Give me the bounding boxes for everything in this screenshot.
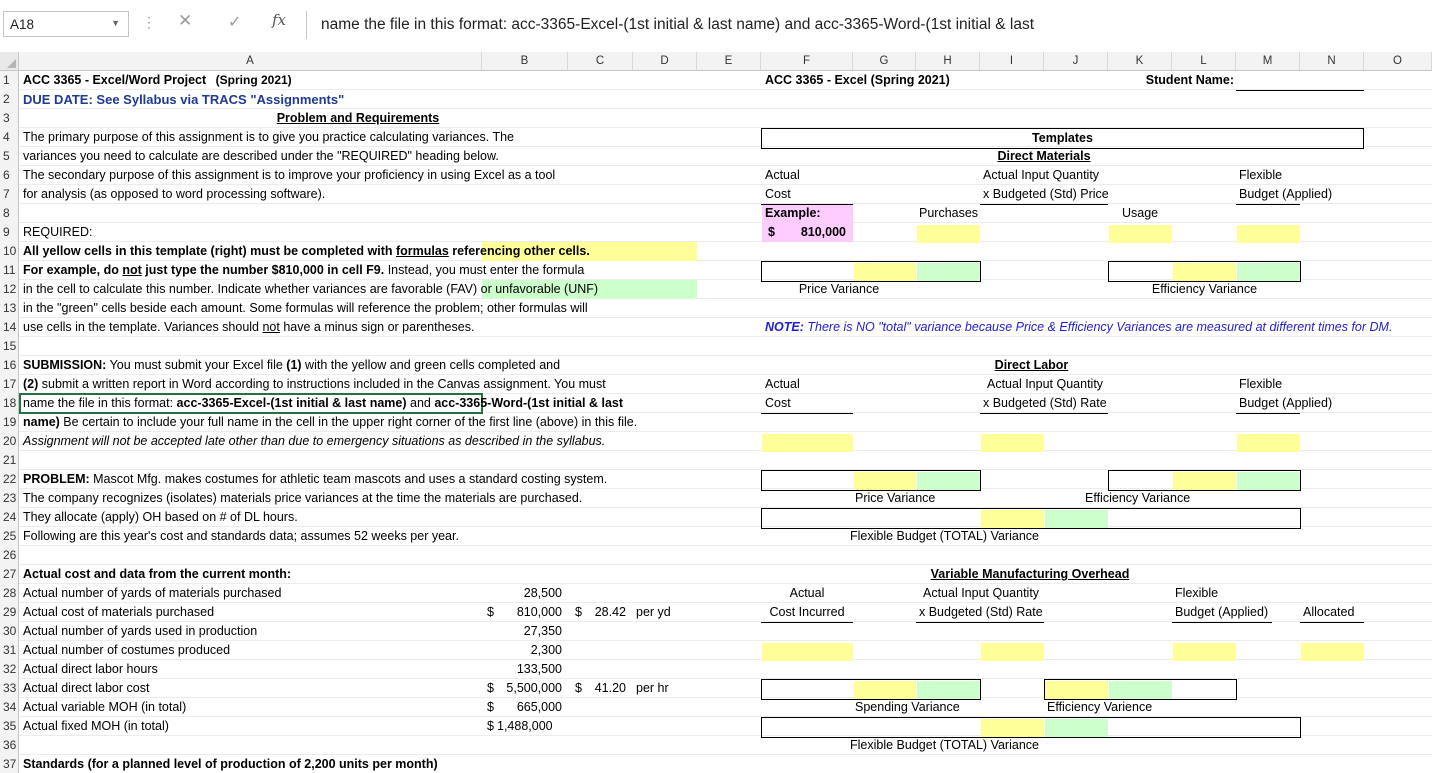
cell-a10[interactable] bbox=[23, 242, 590, 261]
r18-part-d: acc-3365-Word-(1st initial & last bbox=[434, 396, 624, 410]
vmoh-spend-var-box bbox=[761, 679, 981, 700]
row-header-21[interactable]: 21 bbox=[0, 451, 19, 470]
dm-flex-cell[interactable] bbox=[1237, 225, 1300, 243]
dm-actual-1[interactable]: Actual bbox=[765, 168, 800, 182]
vmoh-eff-var-label[interactable]: Efficiency Varience bbox=[1047, 700, 1153, 714]
row-header-34[interactable]: 34 bbox=[0, 698, 19, 717]
student-name-label[interactable]: Student Name: bbox=[1145, 73, 1234, 87]
cell-a4[interactable]: The primary purpose of this assignment is to give you practice calculating variances. The bbox=[23, 130, 514, 144]
r16-part-a: SUBMISSION: bbox=[23, 358, 107, 372]
dl-flex-cell[interactable] bbox=[1237, 434, 1300, 452]
cell-b35-currency: $ bbox=[487, 719, 494, 733]
column-header-k[interactable]: K bbox=[1108, 52, 1172, 70]
r16-part-d: with the yellow and green cells completed and bbox=[301, 358, 561, 372]
row-header-12[interactable]: 12 bbox=[0, 280, 19, 299]
column-header-m[interactable]: M bbox=[1236, 52, 1300, 70]
r14-part-a: use cells in the template. Variances should bbox=[23, 320, 263, 334]
dl-total-var-label[interactable]: Flexible Budget (TOTAL) Variance bbox=[850, 529, 1039, 543]
row-header-1[interactable]: 1 bbox=[0, 71, 19, 90]
r11-part-c: just type the number $810,000 in cell F9. bbox=[141, 263, 385, 277]
column-header-c[interactable]: C bbox=[568, 52, 633, 70]
column-header-a[interactable]: A bbox=[19, 52, 482, 70]
cell-a31[interactable]: Actual number of costumes produced bbox=[23, 643, 231, 657]
cell-a29[interactable]: Actual cost of materials purchased bbox=[23, 605, 215, 619]
cell-a30[interactable]: Actual number of yards used in production bbox=[23, 624, 258, 638]
r17-part-b: submit a written report in Word according to instructions included in the Canvas assignment. You must bbox=[38, 377, 606, 391]
row-header-3[interactable]: 3 bbox=[0, 109, 19, 128]
cell-a18[interactable] bbox=[23, 394, 623, 413]
student-name-line bbox=[1236, 90, 1364, 91]
r16-part-b: You must submit your Excel file bbox=[106, 358, 287, 372]
vmoh-spend-var-label[interactable]: Spending Variance bbox=[855, 700, 960, 714]
column-header-f[interactable]: F bbox=[761, 52, 853, 70]
row-header-8[interactable]: 8 bbox=[0, 204, 19, 223]
vmoh-flex-cell[interactable] bbox=[1173, 643, 1236, 661]
dm-price-var-label[interactable]: Price Variance bbox=[798, 282, 880, 296]
column-header-j[interactable]: J bbox=[1044, 52, 1108, 70]
dm-title[interactable]: Direct Materials bbox=[997, 149, 1091, 163]
dl-price-var-box bbox=[761, 470, 981, 491]
note-label: NOTE: bbox=[765, 320, 804, 334]
r11-part-b: not bbox=[122, 263, 142, 277]
vmoh-actual-cell[interactable] bbox=[762, 643, 853, 661]
cell-c33-currency: $ bbox=[575, 681, 582, 695]
row-header-2[interactable]: 2 bbox=[0, 90, 19, 109]
row-header-24[interactable]: 24 bbox=[0, 508, 19, 527]
cell-a37[interactable]: Standards (for a planned level of production of 2,200 units per month) bbox=[23, 757, 438, 771]
dl-actual-2[interactable]: Cost bbox=[765, 396, 791, 410]
row-header-36[interactable]: 36 bbox=[0, 736, 19, 755]
r14-part-c: have a minus sign or parentheses. bbox=[279, 320, 475, 334]
dm-eff-var-label[interactable]: Efficiency Variance bbox=[1151, 282, 1258, 296]
row-header-7[interactable]: 7 bbox=[0, 185, 19, 204]
cell-a14[interactable] bbox=[23, 318, 474, 337]
note-text: There is NO "total" variance because Price & Efficiency Variances are measured at different times for DM. bbox=[807, 320, 1393, 334]
vmoh-flex-1[interactable]: Flexible bbox=[1175, 586, 1219, 600]
row-header-22[interactable]: 22 bbox=[0, 470, 19, 489]
cell-b30[interactable]: 27,350 bbox=[523, 624, 562, 638]
cell-a7[interactable]: for analysis (as opposed to word processing software). bbox=[23, 187, 326, 201]
row-header-37[interactable]: 37 bbox=[0, 755, 19, 773]
r17-part-a: (2) bbox=[23, 377, 39, 391]
cell-a12[interactable]: in the cell to calculate this number. Indicate whether variances are favorable (FAV) or unfavorable (UNF) bbox=[23, 282, 599, 296]
cancel-icon[interactable]: ✕ bbox=[178, 11, 193, 30]
more-options-icon[interactable]: ⋮ bbox=[142, 14, 157, 30]
cell-c29-currency: $ bbox=[575, 605, 582, 619]
dm-flex-2[interactable]: Budget (Applied) bbox=[1239, 187, 1333, 201]
vmoh-aq-cell[interactable] bbox=[981, 643, 1044, 661]
dm-example-currency: $ bbox=[768, 225, 775, 239]
dl-price-var-label[interactable]: Price Variance bbox=[855, 491, 936, 505]
dm-note[interactable] bbox=[765, 318, 1392, 337]
dl-actual-underline bbox=[761, 413, 853, 414]
spreadsheet-grid[interactable] bbox=[0, 71, 1432, 773]
r22-part-b: Mascot Mfg. makes costumes for athletic team mascots and uses a standard costing system. bbox=[89, 472, 608, 486]
r18-part-a: name the file in this format: bbox=[23, 396, 177, 410]
row-header-10[interactable]: 10 bbox=[0, 242, 19, 261]
cell-b28[interactable]: 28,500 bbox=[523, 586, 562, 600]
enter-icon[interactable]: ✓ bbox=[228, 14, 242, 31]
r10-part-a: All yellow cells in this template (right) must be completed with bbox=[23, 244, 396, 258]
cell-b33-currency: $ bbox=[487, 681, 494, 695]
dm-flex-1[interactable]: Flexible bbox=[1239, 168, 1283, 182]
dm-aq-1[interactable]: Actual Input Quantity bbox=[983, 168, 1100, 182]
dl-actual-1[interactable]: Actual bbox=[765, 377, 800, 391]
vmoh-eff-var-box bbox=[1044, 679, 1237, 700]
cell-a11[interactable] bbox=[23, 261, 584, 280]
dl-eff-var-label[interactable]: Efficiency Variance bbox=[1085, 491, 1191, 505]
template-header[interactable]: ACC 3365 - Excel (Spring 2021) bbox=[765, 73, 950, 87]
row-header-30[interactable]: 30 bbox=[0, 622, 19, 641]
row-header-32[interactable]: 32 bbox=[0, 660, 19, 679]
cell-a5[interactable]: variances you need to calculate are described under the "REQUIRED" heading below. bbox=[23, 149, 499, 163]
cell-b34[interactable]: 665,000 bbox=[516, 700, 562, 714]
cell-d29[interactable]: per yd bbox=[636, 605, 671, 619]
vmoh-actual-1[interactable]: Actual bbox=[789, 586, 825, 600]
column-header-n[interactable]: N bbox=[1300, 52, 1364, 70]
cell-a24[interactable]: They allocate (apply) OH based on # of DL hours. bbox=[23, 510, 298, 524]
dl-title[interactable]: Direct Labor bbox=[994, 358, 1069, 372]
dl-aq-cell[interactable] bbox=[981, 434, 1044, 452]
chevron-down-icon[interactable]: ▼ bbox=[111, 18, 120, 28]
dm-usage[interactable]: Usage bbox=[1122, 206, 1159, 220]
vmoh-total-var-box bbox=[761, 717, 1301, 738]
name-box-value: A18 bbox=[10, 17, 35, 32]
r18-part-b: acc-3365-Excel-(1st initial & last name) bbox=[176, 396, 407, 410]
cell-d33[interactable]: per hr bbox=[636, 681, 669, 695]
name-box[interactable] bbox=[3, 11, 129, 37]
dm-example-value[interactable]: 810,000 bbox=[800, 225, 846, 239]
row-header-19[interactable]: 19 bbox=[0, 413, 19, 432]
r19-part-b: Be certain to include your full name in the cell in the upper right corner of the first line (above) in this file. bbox=[59, 415, 638, 429]
column-header-l[interactable]: L bbox=[1172, 52, 1236, 70]
row-header-25[interactable]: 25 bbox=[0, 527, 19, 546]
formula-bar bbox=[0, 0, 1432, 53]
cell-a17[interactable] bbox=[23, 375, 606, 394]
vmoh-aq-underline bbox=[916, 622, 1044, 623]
dl-eff-var-box bbox=[1108, 470, 1301, 491]
row-header-28[interactable]: 28 bbox=[0, 584, 19, 603]
dl-flex-2[interactable]: Budget (Applied) bbox=[1239, 396, 1333, 410]
term-text: (Spring 2021) bbox=[215, 73, 292, 87]
r14-part-b: not bbox=[262, 320, 280, 334]
dm-actual-2[interactable]: Cost bbox=[765, 187, 791, 201]
column-header-o[interactable]: O bbox=[1364, 52, 1432, 70]
cell-a13[interactable]: in the "green" cells beside each amount. Some formulas will reference the problem; other formulas will bbox=[23, 301, 588, 315]
dm-eff-var-box bbox=[1108, 261, 1301, 282]
row-gridline bbox=[19, 222, 1432, 223]
row-header-17[interactable]: 17 bbox=[0, 375, 19, 394]
row-header-14[interactable]: 14 bbox=[0, 318, 19, 337]
dm-aq-2[interactable]: x Budgeted (Std) Price bbox=[983, 187, 1109, 201]
row-header-13[interactable]: 13 bbox=[0, 299, 19, 318]
dm-purchases-cell[interactable] bbox=[917, 225, 980, 243]
cell-a19[interactable] bbox=[23, 413, 637, 432]
vmoh-total-var-label[interactable]: Flexible Budget (TOTAL) Variance bbox=[850, 738, 1039, 752]
vmoh-flex-underline bbox=[1172, 622, 1272, 623]
cell-a20[interactable]: Assignment will not be accepted late other than due to emergency situations as described in the syllabus. bbox=[23, 434, 606, 448]
cell-a9[interactable]: REQUIRED: bbox=[23, 225, 93, 239]
row-header-26[interactable]: 26 bbox=[0, 546, 19, 565]
title-text: ACC 3365 - Excel/Word Project bbox=[23, 73, 207, 87]
column-header-b[interactable]: B bbox=[482, 52, 568, 70]
vmoh-title[interactable]: Variable Manufacturing Overhead bbox=[930, 567, 1130, 581]
cell-a25[interactable]: Following are this year's cost and standards data; assumes 52 weeks per year. bbox=[23, 529, 459, 543]
vmoh-allocated-cell[interactable] bbox=[1301, 643, 1364, 661]
r11-part-a: For example, do bbox=[23, 263, 123, 277]
cell-b29-currency: $ bbox=[487, 605, 494, 619]
dm-price-var-box bbox=[761, 261, 981, 282]
dm-usage-cell[interactable] bbox=[1109, 225, 1172, 243]
row-header-5[interactable]: 5 bbox=[0, 147, 19, 166]
row-header-16[interactable]: 16 bbox=[0, 356, 19, 375]
cell-a16[interactable] bbox=[23, 356, 560, 375]
insert-function-button[interactable]: fx bbox=[272, 11, 287, 29]
dl-total-var-box bbox=[761, 508, 1301, 529]
row-header-20[interactable]: 20 bbox=[0, 432, 19, 451]
cell-c29[interactable]: 28.42 bbox=[594, 605, 626, 619]
vmoh-allocated[interactable]: Allocated bbox=[1303, 605, 1355, 619]
cell-b34-currency: $ bbox=[487, 700, 494, 714]
vmoh-flex-2[interactable]: Budget (Applied) bbox=[1175, 605, 1269, 619]
row-header-15[interactable]: 15 bbox=[0, 337, 19, 356]
cell-a32[interactable]: Actual direct labor hours bbox=[23, 662, 158, 676]
row-header-31[interactable]: 31 bbox=[0, 641, 19, 660]
row-header-4[interactable]: 4 bbox=[0, 128, 19, 147]
cell-c33[interactable]: 41.20 bbox=[594, 681, 626, 695]
r16-part-c: (1) bbox=[286, 358, 302, 372]
dm-aq-underline bbox=[980, 204, 1108, 205]
dm-flex-underline bbox=[1236, 204, 1300, 205]
dm-example-label[interactable]: Example: bbox=[765, 206, 821, 220]
row-header-6[interactable]: 6 bbox=[0, 166, 19, 185]
cell-a1[interactable] bbox=[23, 71, 292, 90]
vmoh-aq-1[interactable]: Actual Input Quantity bbox=[923, 586, 1040, 600]
row-header-9[interactable]: 9 bbox=[0, 223, 19, 242]
cell-a34[interactable]: Actual variable MOH (in total) bbox=[23, 700, 187, 714]
cell-a23[interactable]: The company recognizes (isolates) materials price variances at the time the materials are purchased. bbox=[23, 491, 583, 505]
vmoh-aq-2[interactable]: x Budgeted (Std) Rate bbox=[919, 605, 1043, 619]
dl-flex-underline bbox=[1236, 413, 1300, 414]
row-header-11[interactable]: 11 bbox=[0, 261, 19, 280]
dl-aq-1[interactable]: Actual Input Quantity bbox=[987, 377, 1104, 391]
cell-b31[interactable]: 2,300 bbox=[530, 643, 562, 657]
dl-aq-underline bbox=[980, 413, 1108, 414]
vmoh-actual-underline bbox=[761, 622, 853, 623]
vmoh-actual-2[interactable]: Cost Incurred bbox=[769, 605, 845, 619]
dl-actual-cell[interactable] bbox=[762, 434, 853, 452]
r10-part-b: formulas bbox=[395, 244, 449, 258]
vmoh-allocated-underline bbox=[1300, 622, 1364, 623]
dl-aq-2[interactable]: x Budgeted (Std) Rate bbox=[983, 396, 1107, 410]
cell-b29[interactable]: 810,000 bbox=[516, 605, 562, 619]
r18-part-c: and bbox=[406, 396, 435, 410]
cell-a35[interactable]: Actual fixed MOH (in total) bbox=[23, 719, 169, 733]
r19-part-a: name) bbox=[23, 415, 60, 429]
cell-a2[interactable]: DUE DATE: See Syllabus via TRACS "Assignments" bbox=[23, 92, 345, 107]
row-header-35[interactable]: 35 bbox=[0, 717, 19, 736]
cell-a27[interactable]: Actual cost and data from the current month: bbox=[23, 567, 292, 581]
cell-b33[interactable]: 5,500,000 bbox=[506, 681, 562, 695]
dm-purchases[interactable]: Purchases bbox=[919, 206, 979, 220]
column-header-d[interactable]: D bbox=[633, 52, 697, 70]
r10-part-c: referencing other cells. bbox=[448, 244, 590, 258]
row-header-29[interactable]: 29 bbox=[0, 603, 19, 622]
r22-part-a: PROBLEM: bbox=[23, 472, 90, 486]
column-header-e[interactable]: E bbox=[697, 52, 761, 70]
cell-a3[interactable]: Problem and Requirements bbox=[276, 111, 440, 125]
cell-a22[interactable] bbox=[23, 470, 607, 489]
column-header-h[interactable]: H bbox=[916, 52, 980, 70]
cell-b35[interactable]: 1,488,000 bbox=[497, 719, 553, 733]
row-header-23[interactable]: 23 bbox=[0, 489, 19, 508]
column-header-g[interactable]: G bbox=[853, 52, 916, 70]
select-all-corner[interactable] bbox=[0, 52, 19, 70]
formula-input[interactable] bbox=[306, 11, 1432, 39]
cell-a33[interactable]: Actual direct labor cost bbox=[23, 681, 150, 695]
column-header-i[interactable]: I bbox=[980, 52, 1044, 70]
templates-title[interactable]: Templates bbox=[1032, 131, 1093, 145]
row-header-27[interactable]: 27 bbox=[0, 565, 19, 584]
cell-a28[interactable]: Actual number of yards of materials purchased bbox=[23, 586, 282, 600]
row-header-33[interactable]: 33 bbox=[0, 679, 19, 698]
dl-flex-1[interactable]: Flexible bbox=[1239, 377, 1283, 391]
r11-part-d: Instead, you must enter the formula bbox=[384, 263, 585, 277]
cell-b32[interactable]: 133,500 bbox=[516, 662, 562, 676]
row-header-18[interactable]: 18 bbox=[0, 394, 19, 413]
formula-text: name the file in this format: acc-3365-Excel-(1st initial & last name) and acc-3365-Word-(1st initial & last bbox=[321, 16, 1035, 33]
cell-a6[interactable]: The secondary purpose of this assignment is to improve your proficiency in using Excel as a tool bbox=[23, 168, 556, 182]
column-headers bbox=[0, 52, 1432, 71]
